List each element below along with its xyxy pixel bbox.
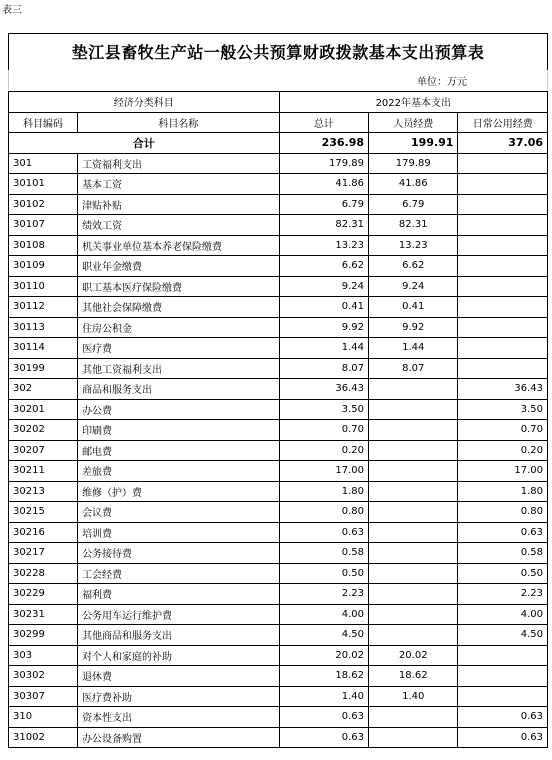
table-row bbox=[9, 153, 548, 174]
row-personnel: 41.86 bbox=[369, 174, 458, 195]
row-public bbox=[458, 256, 548, 277]
row-code: 30302 bbox=[9, 666, 78, 687]
row-total: 0.58 bbox=[279, 543, 368, 564]
row-total: 6.62 bbox=[279, 256, 368, 277]
table-row bbox=[9, 358, 548, 379]
row-name: 福利费 bbox=[78, 584, 280, 605]
row-name: 商品和服务支出 bbox=[78, 379, 280, 400]
row-personnel: 1.44 bbox=[369, 338, 458, 359]
row-public bbox=[458, 666, 548, 687]
row-code: 302 bbox=[9, 379, 78, 400]
row-personnel bbox=[369, 420, 458, 441]
row-code: 30199 bbox=[9, 358, 78, 379]
row-personnel bbox=[369, 461, 458, 482]
table-row bbox=[9, 461, 548, 482]
table-row bbox=[9, 584, 548, 605]
row-name: 工资福利支出 bbox=[78, 153, 280, 174]
totals-label: 合计 bbox=[9, 133, 280, 154]
table-row bbox=[9, 502, 548, 523]
row-code: 30307 bbox=[9, 686, 78, 707]
row-total: 0.80 bbox=[279, 502, 368, 523]
row-code: 30231 bbox=[9, 604, 78, 625]
row-name: 机关事业单位基本养老保险缴费 bbox=[78, 235, 280, 256]
row-personnel bbox=[369, 604, 458, 625]
row-code: 30228 bbox=[9, 563, 78, 584]
row-code: 30112 bbox=[9, 297, 78, 318]
budget-group-header: 2022年基本支出 bbox=[279, 92, 547, 113]
row-public bbox=[458, 235, 548, 256]
header-row-group bbox=[9, 92, 548, 113]
row-name: 印刷费 bbox=[78, 420, 280, 441]
row-public: 0.20 bbox=[458, 440, 548, 461]
row-total: 17.00 bbox=[279, 461, 368, 482]
totals-personnel: 199.91 bbox=[369, 133, 458, 154]
row-total: 36.43 bbox=[279, 379, 368, 400]
row-personnel: 13.23 bbox=[369, 235, 458, 256]
row-public: 0.58 bbox=[458, 543, 548, 564]
row-public: 0.63 bbox=[458, 522, 548, 543]
row-code: 30101 bbox=[9, 174, 78, 195]
code-column-header: 科目编码 bbox=[9, 112, 78, 133]
row-code: 303 bbox=[9, 645, 78, 666]
row-public: 0.63 bbox=[458, 707, 548, 728]
row-total: 0.50 bbox=[279, 563, 368, 584]
row-personnel: 8.07 bbox=[369, 358, 458, 379]
row-public: 2.23 bbox=[458, 584, 548, 605]
row-public bbox=[458, 297, 548, 318]
row-name: 对个人和家庭的补助 bbox=[78, 645, 280, 666]
row-total: 41.86 bbox=[279, 174, 368, 195]
row-personnel bbox=[369, 543, 458, 564]
row-total: 9.92 bbox=[279, 317, 368, 338]
row-name: 资本性支出 bbox=[78, 707, 280, 728]
row-total: 4.00 bbox=[279, 604, 368, 625]
row-name: 办公费 bbox=[78, 399, 280, 420]
table-row bbox=[9, 420, 548, 441]
row-name: 津贴补贴 bbox=[78, 194, 280, 215]
row-personnel: 6.79 bbox=[369, 194, 458, 215]
row-code: 30107 bbox=[9, 215, 78, 236]
total-column-header: 总计 bbox=[279, 112, 368, 133]
row-code: 30113 bbox=[9, 317, 78, 338]
table-row bbox=[9, 174, 548, 195]
budget-sheet bbox=[8, 33, 548, 760]
row-personnel: 20.02 bbox=[369, 645, 458, 666]
totals-row bbox=[9, 133, 548, 154]
row-public bbox=[458, 317, 548, 338]
row-personnel: 0.41 bbox=[369, 297, 458, 318]
row-public: 0.80 bbox=[458, 502, 548, 523]
table-row bbox=[9, 440, 548, 461]
row-personnel bbox=[369, 502, 458, 523]
table-row bbox=[9, 338, 548, 359]
row-code: 30207 bbox=[9, 440, 78, 461]
title-box bbox=[8, 33, 548, 70]
row-public: 4.00 bbox=[458, 604, 548, 625]
table-row bbox=[9, 379, 548, 400]
table-row bbox=[9, 666, 548, 687]
table-row bbox=[9, 522, 548, 543]
row-total: 9.24 bbox=[279, 276, 368, 297]
row-personnel bbox=[369, 584, 458, 605]
row-total: 0.41 bbox=[279, 297, 368, 318]
row-total: 0.63 bbox=[279, 522, 368, 543]
row-code: 31002 bbox=[9, 727, 78, 748]
row-name: 绩效工资 bbox=[78, 215, 280, 236]
row-code: 310 bbox=[9, 707, 78, 728]
row-name: 医疗费 bbox=[78, 338, 280, 359]
row-code: 30102 bbox=[9, 194, 78, 215]
row-name: 基本工资 bbox=[78, 174, 280, 195]
row-name: 公务用车运行维护费 bbox=[78, 604, 280, 625]
table-row bbox=[9, 563, 548, 584]
table-row bbox=[9, 317, 548, 338]
row-name: 其他商品和服务支出 bbox=[78, 625, 280, 646]
row-personnel: 1.40 bbox=[369, 686, 458, 707]
row-personnel bbox=[369, 379, 458, 400]
row-public: 0.63 bbox=[458, 727, 548, 748]
row-name: 工会经费 bbox=[78, 563, 280, 584]
row-code: 301 bbox=[9, 153, 78, 174]
row-personnel: 82.31 bbox=[369, 215, 458, 236]
row-total: 6.79 bbox=[279, 194, 368, 215]
row-total: 20.02 bbox=[279, 645, 368, 666]
table-row bbox=[9, 645, 548, 666]
row-public bbox=[458, 358, 548, 379]
row-name: 职业年金缴费 bbox=[78, 256, 280, 277]
row-total: 1.40 bbox=[279, 686, 368, 707]
row-name: 办公设备购置 bbox=[78, 727, 280, 748]
row-public bbox=[458, 338, 548, 359]
row-personnel: 9.92 bbox=[369, 317, 458, 338]
row-code: 30217 bbox=[9, 543, 78, 564]
row-name: 会议费 bbox=[78, 502, 280, 523]
row-name: 住房公积金 bbox=[78, 317, 280, 338]
row-personnel: 18.62 bbox=[369, 666, 458, 687]
table-row bbox=[9, 215, 548, 236]
row-personnel: 179.89 bbox=[369, 153, 458, 174]
row-total: 0.63 bbox=[279, 727, 368, 748]
name-column-header: 科目名称 bbox=[78, 112, 280, 133]
row-total: 18.62 bbox=[279, 666, 368, 687]
table-row bbox=[9, 399, 548, 420]
row-public bbox=[458, 686, 548, 707]
totals-total: 236.98 bbox=[279, 133, 368, 154]
row-personnel bbox=[369, 727, 458, 748]
row-code: 30202 bbox=[9, 420, 78, 441]
personnel-column-header: 人员经费 bbox=[369, 112, 458, 133]
row-code: 30110 bbox=[9, 276, 78, 297]
page-title: 垫江县畜牧生产站一般公共预算财政拨款基本支出预算表 bbox=[71, 43, 485, 62]
row-total: 0.20 bbox=[279, 440, 368, 461]
row-personnel: 9.24 bbox=[369, 276, 458, 297]
row-public bbox=[458, 645, 548, 666]
row-total: 0.70 bbox=[279, 420, 368, 441]
row-personnel bbox=[369, 563, 458, 584]
row-total: 4.50 bbox=[279, 625, 368, 646]
row-name: 差旅费 bbox=[78, 461, 280, 482]
row-total: 13.23 bbox=[279, 235, 368, 256]
row-personnel: 6.62 bbox=[369, 256, 458, 277]
table-row bbox=[9, 297, 548, 318]
row-name: 职工基本医疗保险缴费 bbox=[78, 276, 280, 297]
budget-table bbox=[8, 91, 548, 748]
row-total: 82.31 bbox=[279, 215, 368, 236]
row-total: 0.63 bbox=[279, 707, 368, 728]
row-code: 30211 bbox=[9, 461, 78, 482]
row-public: 0.70 bbox=[458, 420, 548, 441]
row-code: 30229 bbox=[9, 584, 78, 605]
row-public: 4.50 bbox=[458, 625, 548, 646]
table-row bbox=[9, 481, 548, 502]
row-name: 公务接待费 bbox=[78, 543, 280, 564]
row-code: 30216 bbox=[9, 522, 78, 543]
row-public bbox=[458, 276, 548, 297]
row-public: 0.50 bbox=[458, 563, 548, 584]
table-row bbox=[9, 276, 548, 297]
row-personnel bbox=[369, 522, 458, 543]
row-total: 8.07 bbox=[279, 358, 368, 379]
table-row bbox=[9, 235, 548, 256]
table-row bbox=[9, 194, 548, 215]
table-row bbox=[9, 604, 548, 625]
unit-label: 单位：万元 bbox=[417, 77, 467, 88]
row-personnel bbox=[369, 440, 458, 461]
row-name: 退休费 bbox=[78, 666, 280, 687]
table-row bbox=[9, 686, 548, 707]
row-public: 36.43 bbox=[458, 379, 548, 400]
row-code: 30108 bbox=[9, 235, 78, 256]
row-total: 1.80 bbox=[279, 481, 368, 502]
table-row bbox=[9, 256, 548, 277]
totals-public: 37.06 bbox=[458, 133, 548, 154]
row-personnel bbox=[369, 707, 458, 728]
row-public bbox=[458, 174, 548, 195]
row-public bbox=[458, 153, 548, 174]
row-public: 3.50 bbox=[458, 399, 548, 420]
row-name: 其他工资福利支出 bbox=[78, 358, 280, 379]
unit-row bbox=[8, 70, 548, 90]
row-personnel bbox=[369, 625, 458, 646]
row-code: 30213 bbox=[9, 481, 78, 502]
row-total: 179.89 bbox=[279, 153, 368, 174]
row-name: 培训费 bbox=[78, 522, 280, 543]
row-personnel bbox=[369, 399, 458, 420]
public-column-header: 日常公用经费 bbox=[458, 112, 548, 133]
row-public bbox=[458, 215, 548, 236]
row-code: 30215 bbox=[9, 502, 78, 523]
row-code: 30299 bbox=[9, 625, 78, 646]
table-body bbox=[9, 153, 548, 748]
row-name: 医疗费补助 bbox=[78, 686, 280, 707]
row-total: 3.50 bbox=[279, 399, 368, 420]
row-personnel bbox=[369, 481, 458, 502]
row-public: 1.80 bbox=[458, 481, 548, 502]
row-public: 17.00 bbox=[458, 461, 548, 482]
table-row bbox=[9, 625, 548, 646]
row-name: 维修（护）费 bbox=[78, 481, 280, 502]
table-label: 表三 bbox=[2, 5, 22, 16]
econ-class-header: 经济分类科目 bbox=[9, 92, 280, 113]
row-code: 30109 bbox=[9, 256, 78, 277]
row-name: 其他社会保障缴费 bbox=[78, 297, 280, 318]
table-row bbox=[9, 707, 548, 728]
header-row-columns bbox=[9, 112, 548, 133]
row-total: 1.44 bbox=[279, 338, 368, 359]
row-code: 30201 bbox=[9, 399, 78, 420]
table-row bbox=[9, 727, 548, 748]
row-code: 30114 bbox=[9, 338, 78, 359]
row-name: 邮电费 bbox=[78, 440, 280, 461]
table-row bbox=[9, 543, 548, 564]
row-public bbox=[458, 194, 548, 215]
row-total: 2.23 bbox=[279, 584, 368, 605]
